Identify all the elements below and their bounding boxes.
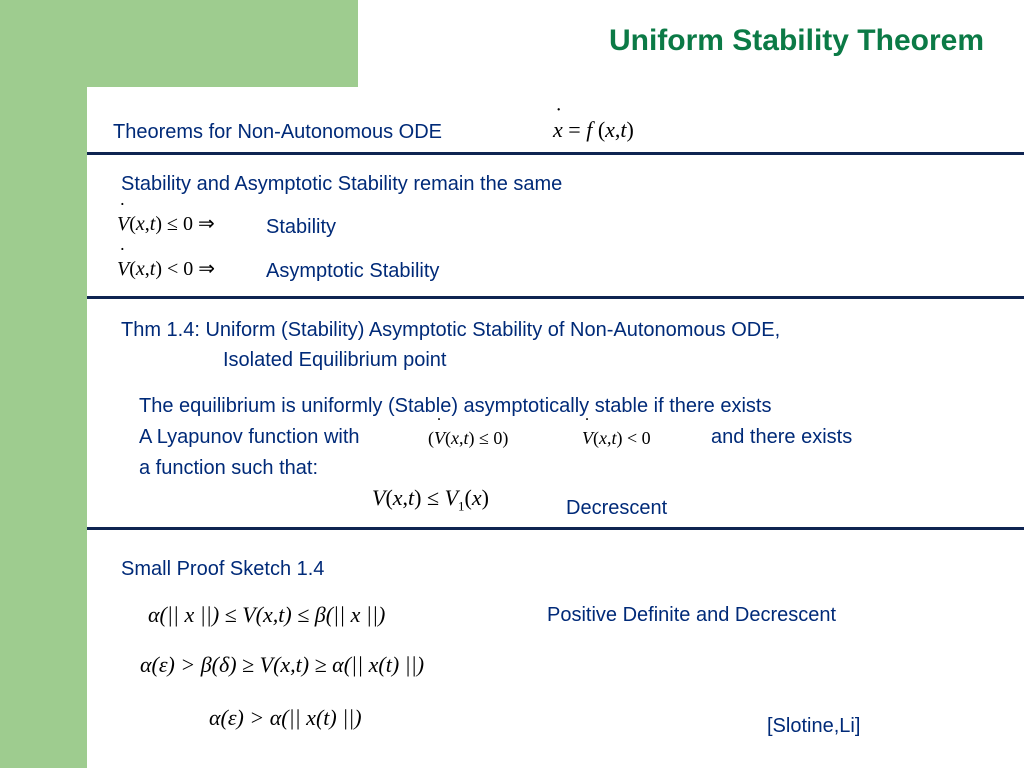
proof-formula-2: α(ε) > β(δ) ≥ V(x,t) ≥ α(|| x(t) ||) [140, 652, 425, 677]
divider-1 [87, 152, 1024, 155]
body-line1: The equilibrium is uniformly (Stable) asymptotically stable if there exists [139, 395, 772, 417]
divider-3 [87, 527, 1024, 530]
proof-formula-1-label: Positive Definite and Decrescent [547, 604, 837, 626]
divider-2 [87, 296, 1024, 299]
lyapunov-asymptotic-condition: ˙ V(x,t) < 0 [582, 426, 651, 450]
top-green-band [0, 0, 358, 87]
stability-result: Stability [266, 216, 337, 238]
left-green-band [0, 0, 87, 768]
body-line2-prefix: A Lyapunov function with [139, 426, 360, 448]
section1-heading: Theorems for Non-Autonomous ODE [113, 121, 443, 143]
decrescent-label: Decrescent [566, 497, 668, 519]
theorem-line1: Thm 1.4: Uniform (Stability) Asymptotic Stability of Non-Autonomous ODE, [121, 319, 781, 341]
lyapunov-stable-condition: (˙ V(x,t) ≤ 0) [428, 426, 508, 450]
proof-formula-1: α(|| x ||) ≤ V(x,t) ≤ β(|| x ||) [148, 602, 386, 627]
body-line2-suffix: and there exists [711, 426, 853, 448]
ode-equation: ˙ x = f (x,t) [553, 118, 634, 142]
section4-heading: Small Proof Sketch 1.4 [121, 558, 325, 580]
proof-formula-3: α(ε) > α(|| x(t) ||) [209, 705, 362, 730]
stability-condition: ˙ V(x,t) ≤ 0 ⇒ [117, 212, 215, 236]
slide-title: Uniform Stability Theorem [608, 24, 984, 57]
theorem-line2: Isolated Equilibrium point [223, 349, 447, 371]
section2-heading: Stability and Asymptotic Stability remain the same [121, 173, 563, 195]
decrescent-bound-formula: $V(x,t) \le V_1(x)$ [372, 485, 489, 514]
body-line3: a function such that: [139, 457, 319, 479]
asymptotic-condition: ˙ V(x,t) < 0 ⇒ [117, 257, 215, 281]
citation: [Slotine,Li] [767, 715, 861, 737]
asymptotic-result: Asymptotic Stability [266, 260, 440, 282]
